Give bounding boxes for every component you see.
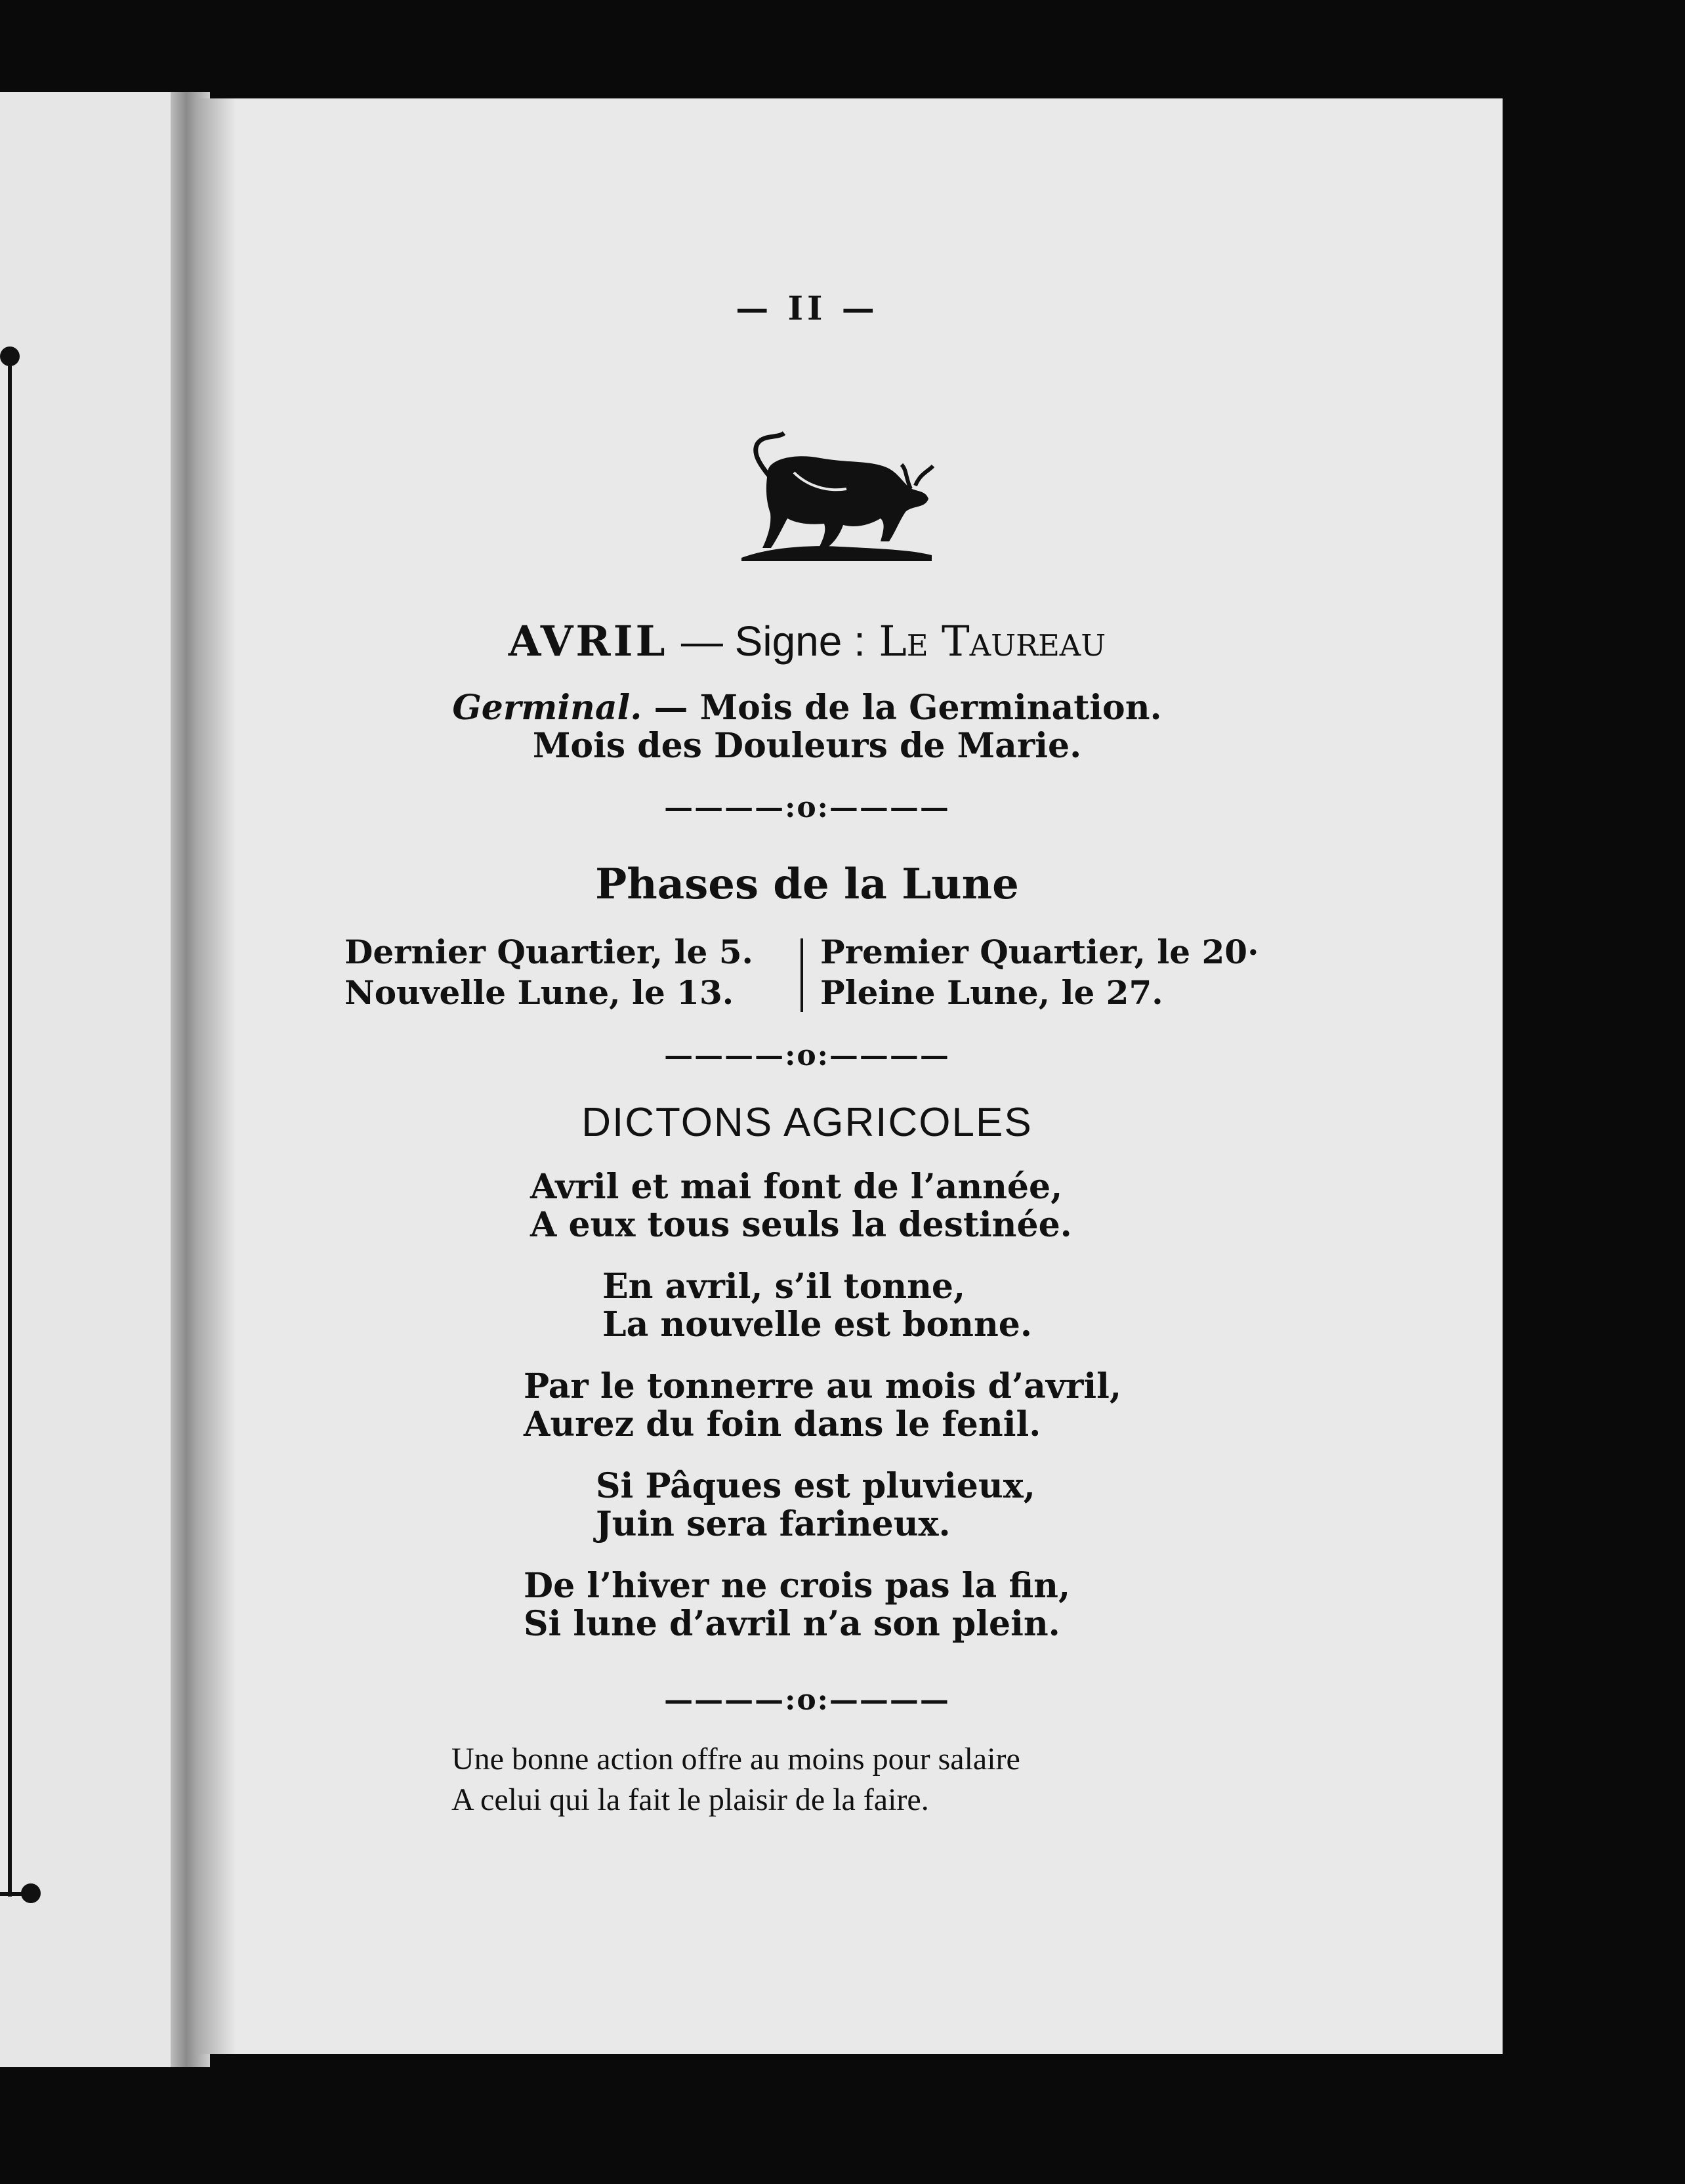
- phase-full-moon: Pleine Lune, le 27.: [820, 973, 1163, 1012]
- dicton: [602, 1268, 1032, 1344]
- dicton-line: De l’hiver ne crois pas la fin,: [524, 1566, 1071, 1606]
- dicton-line: Par le tonnerre au mois d’avril,: [524, 1366, 1122, 1406]
- dicton-line: En avril, s’il tonne,: [602, 1267, 966, 1307]
- dicton: [530, 1168, 1072, 1244]
- dicton: [524, 1368, 1121, 1444]
- subtitle-1-text: — Mois de la Germination.: [654, 688, 1162, 728]
- month-subtitle-2: Mois des Douleurs de Marie.: [532, 726, 1082, 766]
- maxim-line: Une bonne action offre au moins pour salaire: [451, 1742, 1020, 1776]
- dicton-line: A eux tous seuls la destinée.: [530, 1205, 1072, 1245]
- dicton: [524, 1567, 1070, 1643]
- dicton-line: Aurez du foin dans le fenil.: [524, 1404, 1041, 1444]
- month-name: AVRIL: [508, 617, 668, 666]
- maxim-line: A celui qui la fait le plaisir de la faire.: [451, 1782, 929, 1817]
- dicton-line: La nouvelle est bonne.: [602, 1305, 1032, 1345]
- phases-divider: [801, 938, 803, 1012]
- dicton: [596, 1467, 1035, 1544]
- dictons-title: DICTONS AGRICOLES: [581, 1100, 1033, 1145]
- dicton-line: Si Pâques est pluvieux,: [596, 1466, 1035, 1506]
- phase-new-moon: Nouvelle Lune, le 13.: [344, 973, 734, 1012]
- moon-phases-title: Phases de la Lune: [595, 860, 1019, 909]
- maxim: [451, 1739, 1020, 1820]
- dicton-line: Si lune d’avril n’a son plein.: [524, 1604, 1060, 1644]
- zodiac-sign: Le Taureau: [879, 618, 1106, 666]
- moon-phases-left-column: [344, 932, 753, 1013]
- dicton-line: Avril et mai font de l’année,: [530, 1167, 1063, 1207]
- phase-first-quarter: Premier Quartier, le 20·: [820, 933, 1259, 971]
- page-number: — II —: [736, 289, 879, 327]
- revolutionary-month: Germinal.: [452, 688, 642, 728]
- dicton-line: Juin sera farineux.: [596, 1504, 951, 1544]
- ornamental-separator: ————:o:————: [664, 1039, 950, 1072]
- ornamental-separator: ————:o:————: [664, 1683, 950, 1717]
- ornamental-separator: ————:o:————: [664, 791, 950, 824]
- month-heading: [348, 617, 1266, 666]
- sign-label: — Signe :: [680, 618, 865, 665]
- phase-last-quarter: Dernier Quartier, le 5.: [344, 933, 753, 971]
- taurus-bull-icon: [728, 427, 938, 564]
- month-subtitle-1: [348, 689, 1266, 727]
- moon-phases-right-column: [820, 932, 1259, 1013]
